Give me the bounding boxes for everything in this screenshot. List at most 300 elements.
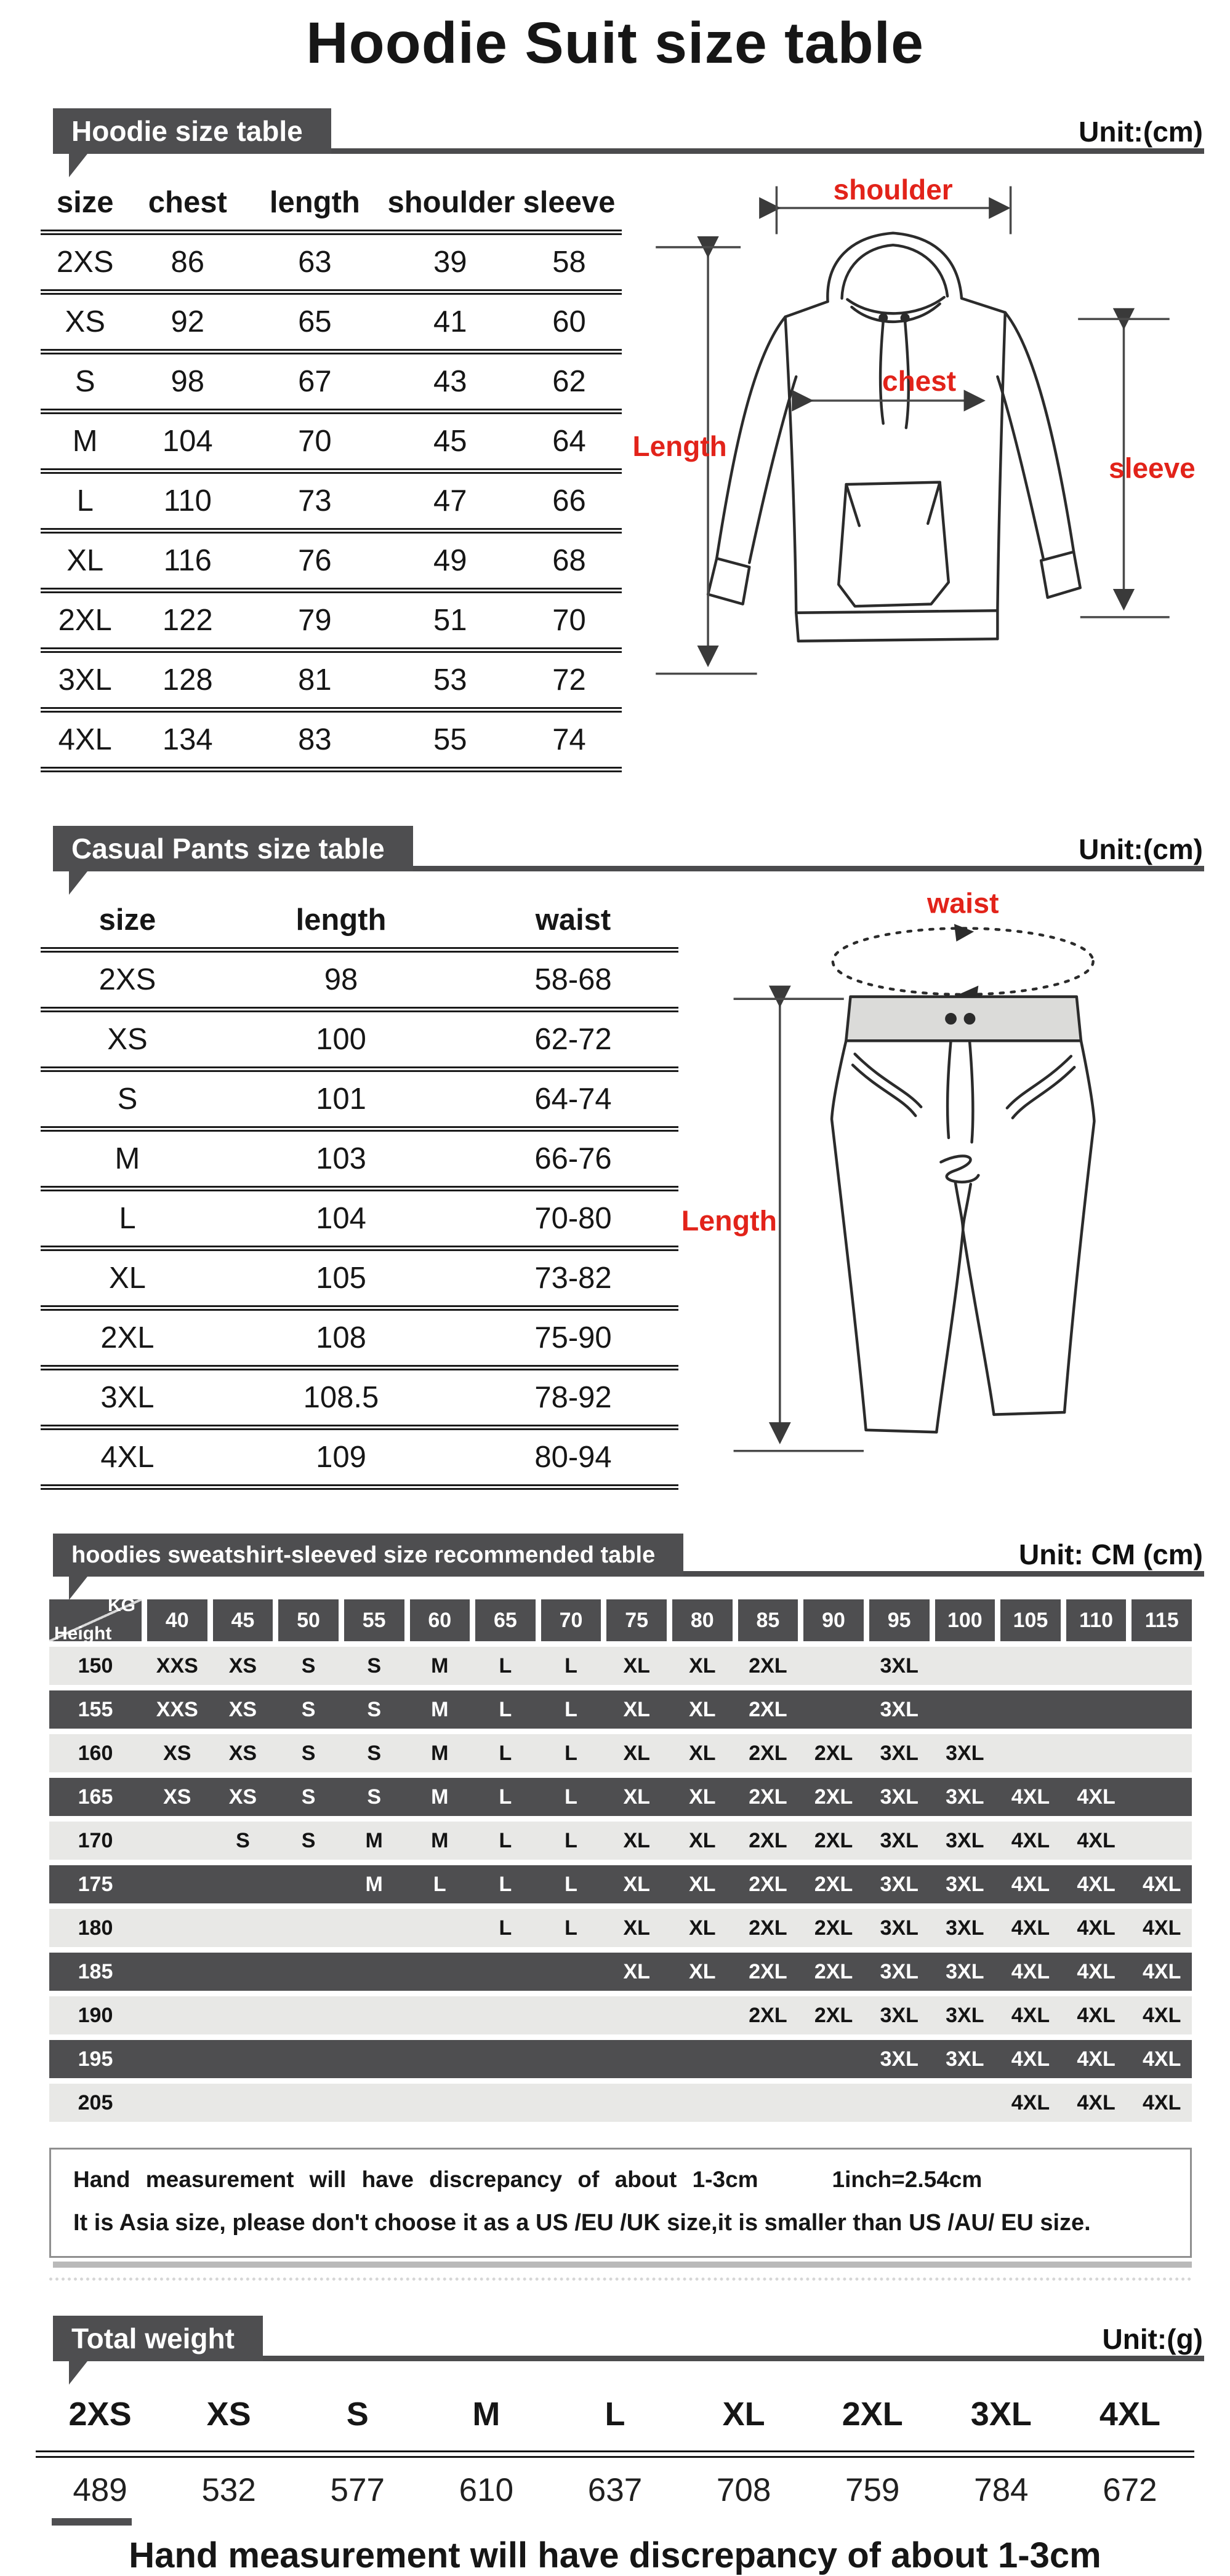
table-row — [41, 1308, 678, 1368]
size-cell — [344, 2084, 404, 2122]
size-cell — [213, 2040, 273, 2078]
size-cell: 3XL — [880, 2004, 918, 2027]
table-row — [41, 710, 622, 770]
table-cell: 2XS — [41, 950, 214, 1010]
size-cell: M — [431, 1785, 449, 1809]
note-line-1 — [73, 2167, 1168, 2193]
table-cell: 108 — [214, 1308, 468, 1368]
table-cell: 62-72 — [468, 1010, 678, 1070]
table-row — [41, 591, 622, 650]
note-discrepancy-text: Hand measurement will have discrepancy of about 1-3cm — [73, 2167, 758, 2192]
hoodie-outline-icon — [708, 233, 1080, 641]
table-cell: 101 — [214, 1070, 468, 1129]
size-cell: L — [565, 1742, 577, 1765]
kg-column-header: 85 — [738, 1599, 798, 1641]
weight-value: 784 — [974, 2472, 1029, 2508]
size-cell: S — [367, 1742, 382, 1765]
size-cell: XL — [623, 1785, 650, 1809]
size-cell — [147, 2040, 207, 2078]
size-cell: M — [431, 1654, 449, 1678]
matrix-row — [49, 2084, 1192, 2122]
size-cell: 4XL — [1011, 1916, 1050, 1940]
weight-values-row — [36, 2471, 1194, 2509]
size-cell: M — [365, 1829, 383, 1852]
size-cell: XL — [623, 1698, 650, 1721]
size-cell: XL — [623, 1916, 650, 1940]
size-cell: XL — [623, 1654, 650, 1678]
weight-size-label: XL — [722, 2396, 765, 2433]
column-header: waist — [468, 893, 678, 950]
table-cell: 51 — [384, 591, 517, 650]
size-cell — [606, 2084, 667, 2122]
table-cell: 116 — [129, 531, 246, 591]
size-cell: XL — [623, 1829, 650, 1852]
size-cell — [410, 1996, 470, 2034]
size-cell: 4XL — [1143, 2004, 1181, 2027]
matrix-row — [49, 1647, 1192, 1685]
size-recommend-table — [49, 1595, 1192, 2122]
size-cell: 4XL — [1143, 2091, 1181, 2114]
table-cell: 92 — [129, 292, 246, 352]
size-cell — [869, 2084, 930, 2122]
size-cell: 4XL — [1077, 1829, 1115, 1852]
table-row — [41, 233, 622, 292]
table-cell: 4XL — [41, 710, 129, 770]
kg-column-header: 60 — [410, 1599, 470, 1641]
table-cell: 2XL — [41, 1308, 214, 1368]
size-cell — [147, 1996, 207, 2034]
size-cell: XL — [689, 1829, 716, 1852]
weight-value: 532 — [201, 2472, 256, 2508]
table-cell: XS — [41, 1010, 214, 1070]
size-cell: 3XL — [880, 1873, 918, 1896]
size-cell: L — [499, 1654, 512, 1678]
size-cell — [1000, 1734, 1061, 1772]
size-cell — [410, 2084, 470, 2122]
size-cell — [344, 1953, 404, 1991]
size-cell: L — [499, 1698, 512, 1721]
size-cell: 2XL — [814, 1742, 853, 1765]
size-cell — [410, 1953, 470, 1991]
table-cell: 66 — [517, 471, 622, 531]
size-cell: 3XL — [946, 1785, 984, 1809]
size-cell — [935, 1690, 995, 1729]
size-cell: XL — [689, 1785, 716, 1809]
pants-diagram — [678, 887, 1208, 1466]
size-cell: S — [367, 1698, 382, 1721]
size-cell — [147, 2084, 207, 2122]
size-cell: 4XL — [1011, 2004, 1050, 2027]
size-cell: XL — [623, 1873, 650, 1896]
size-cell — [278, 1865, 339, 1903]
size-cell — [147, 1953, 207, 1991]
weight-unit-label: Unit:(g) — [1102, 2323, 1203, 2355]
table-row — [41, 1428, 678, 1487]
size-cell: 4XL — [1143, 2047, 1181, 2071]
size-cell: 4XL — [1011, 1873, 1050, 1896]
size-cell: S — [367, 1785, 382, 1809]
kg-column-header: 40 — [147, 1599, 207, 1641]
size-cell: 4XL — [1077, 1785, 1115, 1809]
size-cell: L — [565, 1873, 577, 1896]
size-cell — [606, 1996, 667, 2034]
pants-outline-icon — [832, 924, 1094, 1432]
height-cell: 150 — [78, 1654, 113, 1678]
size-cell: 4XL — [1143, 1916, 1181, 1940]
table-cell: XL — [41, 1249, 214, 1308]
size-cell: S — [301, 1829, 316, 1852]
size-cell: 2XL — [814, 1829, 853, 1852]
size-cell — [213, 1996, 273, 2034]
size-cell: 4XL — [1011, 2091, 1050, 2114]
size-cell: 2XL — [749, 1742, 787, 1765]
table-cell: 70 — [517, 591, 622, 650]
kg-column-header: 115 — [1132, 1599, 1192, 1641]
table-row — [41, 531, 622, 591]
height-cell: 175 — [78, 1873, 113, 1896]
kg-column-header: 100 — [935, 1599, 995, 1641]
weight-value: 610 — [459, 2472, 514, 2508]
size-cell — [410, 1909, 470, 1947]
size-cell: 2XL — [814, 2004, 853, 2027]
weight-value: 577 — [330, 2472, 385, 2508]
size-cell — [213, 2084, 273, 2122]
pants-unit-label: Unit:(cm) — [1079, 833, 1203, 865]
size-cell: 3XL — [880, 1698, 918, 1721]
size-cell — [541, 1996, 601, 2034]
size-cell: 3XL — [880, 1916, 918, 1940]
table-row — [41, 1010, 678, 1070]
size-cell: XXS — [156, 1654, 198, 1678]
size-cell: 2XL — [749, 1916, 787, 1940]
table-cell: 122 — [129, 591, 246, 650]
weight-size-label: 3XL — [970, 2396, 1032, 2433]
weight-size-label: L — [605, 2396, 625, 2433]
size-cell — [803, 1647, 864, 1685]
size-cell — [1066, 1690, 1127, 1729]
size-cell — [344, 2040, 404, 2078]
matrix-row — [49, 2040, 1192, 2078]
table-cell: 3XL — [41, 1368, 214, 1428]
hoodie-section-body — [41, 175, 1208, 772]
size-cell: XS — [163, 1742, 191, 1765]
size-cell: S — [301, 1654, 316, 1678]
table-cell: 70 — [246, 412, 384, 471]
sleeve-label: sleeve — [1109, 452, 1196, 484]
size-cell: 4XL — [1077, 2004, 1115, 2027]
table-header-row — [41, 175, 622, 233]
size-cell: M — [431, 1829, 449, 1852]
size-cell — [672, 2040, 733, 2078]
size-cell: 4XL — [1077, 1916, 1115, 1940]
size-cell: 4XL — [1011, 1960, 1050, 1983]
size-cell: XS — [228, 1742, 257, 1765]
table-cell: 60 — [517, 292, 622, 352]
recommend-section-header — [53, 1527, 1204, 1580]
size-cell: 3XL — [880, 1742, 918, 1765]
size-cell — [672, 1996, 733, 2034]
size-cell: 2XL — [749, 1960, 787, 1983]
table-cell: 73-82 — [468, 1249, 678, 1308]
weight-value: 759 — [845, 2472, 900, 2508]
table-cell: 100 — [214, 1010, 468, 1070]
size-cell — [147, 1822, 207, 1860]
table-row — [41, 1368, 678, 1428]
hoodie-section-header — [53, 104, 1204, 157]
table-cell: 70-80 — [468, 1189, 678, 1249]
weight-size-label: 2XS — [68, 2396, 132, 2433]
hoodie-section-tab: Hoodie size table — [53, 108, 331, 154]
column-header: shoulder — [384, 175, 517, 233]
size-cell — [278, 1996, 339, 2034]
size-cell: 2XL — [749, 1829, 787, 1852]
kg-column-header: 65 — [475, 1599, 536, 1641]
table-cell: 43 — [384, 352, 517, 412]
size-cell — [213, 1865, 273, 1903]
table-cell: 134 — [129, 710, 246, 770]
weight-size-label: XS — [206, 2396, 251, 2433]
matrix-row — [49, 1822, 1192, 1860]
table-cell: 62 — [517, 352, 622, 412]
size-cell: S — [301, 1742, 316, 1765]
weight-value: 637 — [587, 2472, 643, 2508]
length-label: Length — [632, 430, 727, 463]
size-cell — [278, 2040, 339, 2078]
pants-section-body — [41, 887, 1208, 1490]
kg-column-header: 90 — [803, 1599, 864, 1641]
table-cell: 58-68 — [468, 950, 678, 1010]
recommend-section-tab: hoodies sweatshirt-sleeved size recommended table — [53, 1534, 683, 1577]
table-cell: 83 — [246, 710, 384, 770]
size-cell: L — [499, 1916, 512, 1940]
weight-divider — [36, 2450, 1194, 2458]
size-cell: L — [565, 1654, 577, 1678]
size-cell: M — [365, 1873, 383, 1896]
size-cell — [1132, 1690, 1192, 1729]
table-cell: 45 — [384, 412, 517, 471]
size-cell: M — [431, 1742, 449, 1765]
table-cell: 49 — [384, 531, 517, 591]
table-row — [41, 1249, 678, 1308]
size-cell: 4XL — [1077, 2091, 1115, 2114]
weight-value: 489 — [73, 2472, 127, 2508]
size-cell — [147, 1909, 207, 1947]
corner-kg-label: KG — [108, 1595, 135, 1615]
size-cell: S — [367, 1654, 382, 1678]
size-cell — [672, 2084, 733, 2122]
size-cell: 2XL — [749, 1785, 787, 1809]
height-cell: 180 — [78, 1916, 113, 1940]
corner-height-label: Height — [54, 1623, 112, 1644]
matrix-row — [49, 1865, 1192, 1903]
size-cell: L — [499, 1829, 512, 1852]
table-cell: 98 — [214, 950, 468, 1010]
size-cell: 3XL — [880, 1654, 918, 1678]
table-cell: 65 — [246, 292, 384, 352]
size-cell — [935, 2084, 995, 2122]
matrix-corner-cell — [49, 1595, 142, 1644]
size-cell — [541, 2084, 601, 2122]
table-row — [41, 471, 622, 531]
column-header: sleeve — [517, 175, 622, 233]
table-cell: 98 — [129, 352, 246, 412]
table-row — [41, 352, 622, 412]
size-cell: L — [499, 1742, 512, 1765]
size-cell: L — [565, 1829, 577, 1852]
size-cell: S — [301, 1698, 316, 1721]
size-cell — [1132, 1778, 1192, 1816]
size-cell: XS — [228, 1785, 257, 1809]
size-cell: 2XL — [749, 1873, 787, 1896]
size-cell: 4XL — [1011, 1785, 1050, 1809]
table-header-row — [41, 893, 678, 950]
table-cell: 104 — [214, 1189, 468, 1249]
note-box — [49, 2148, 1192, 2258]
kg-column-header: 80 — [672, 1599, 733, 1641]
size-cell — [147, 1865, 207, 1903]
size-cell: L — [499, 1785, 512, 1809]
size-cell — [278, 1953, 339, 1991]
cropped-element-stub — [52, 2518, 132, 2526]
table-cell: 67 — [246, 352, 384, 412]
table-cell: 3XL — [41, 650, 129, 710]
column-header: size — [41, 893, 214, 950]
weight-sizes-row — [36, 2395, 1194, 2433]
height-cell: 165 — [78, 1785, 113, 1809]
size-cell: XS — [163, 1785, 191, 1809]
height-cell: 185 — [78, 1960, 113, 1983]
table-cell: 104 — [129, 412, 246, 471]
table-cell: 58 — [517, 233, 622, 292]
kg-column-header: 55 — [344, 1599, 404, 1641]
matrix-row — [49, 1996, 1192, 2034]
table-cell: L — [41, 1189, 214, 1249]
table-cell: S — [41, 352, 129, 412]
size-cell — [803, 2040, 864, 2078]
size-cell: 2XL — [749, 1654, 787, 1678]
column-header: length — [214, 893, 468, 950]
size-cell: S — [301, 1785, 316, 1809]
kg-column-header: 95 — [869, 1599, 930, 1641]
hoodie-diagram — [622, 175, 1208, 687]
size-cell — [1066, 1734, 1127, 1772]
size-cell — [475, 1953, 536, 1991]
size-cell: L — [433, 1873, 446, 1896]
size-cell — [606, 2040, 667, 2078]
table-cell: 110 — [129, 471, 246, 531]
table-cell: XL — [41, 531, 129, 591]
table-cell: M — [41, 1129, 214, 1189]
size-cell: 3XL — [946, 1916, 984, 1940]
size-cell: L — [565, 1785, 577, 1809]
weight-section-header — [53, 2311, 1204, 2364]
size-cell — [1000, 1690, 1061, 1729]
hoodie-sketch — [632, 175, 1198, 687]
size-cell — [410, 2040, 470, 2078]
matrix-row — [49, 1734, 1192, 1772]
matrix-header-row — [49, 1595, 1192, 1644]
size-cell: M — [431, 1698, 449, 1721]
weight-value: 672 — [1103, 2472, 1157, 2508]
table-cell: 109 — [214, 1428, 468, 1487]
table-cell: 64-74 — [468, 1070, 678, 1129]
size-cell: 3XL — [946, 1960, 984, 1983]
table-cell: 64 — [517, 412, 622, 471]
size-cell: 2XL — [814, 1916, 853, 1940]
table-cell: 63 — [246, 233, 384, 292]
weight-size-label: M — [472, 2396, 500, 2433]
size-cell — [213, 1953, 273, 1991]
size-cell — [1132, 1734, 1192, 1772]
table-cell: 76 — [246, 531, 384, 591]
height-cell: 205 — [78, 2091, 113, 2114]
size-cell: 3XL — [946, 1829, 984, 1852]
table-cell: 108.5 — [214, 1368, 468, 1428]
height-cell: 160 — [78, 1742, 113, 1765]
size-cell: 3XL — [880, 2047, 918, 2071]
pants-section-tab: Casual Pants size table — [53, 826, 413, 871]
kg-column-header: 50 — [278, 1599, 339, 1641]
pants-section-header — [53, 822, 1204, 874]
table-cell: 103 — [214, 1129, 468, 1189]
pants-size-table — [41, 893, 678, 1490]
size-cell: 4XL — [1077, 1873, 1115, 1896]
table-cell: 78-92 — [468, 1368, 678, 1428]
size-cell: XL — [689, 1960, 716, 1983]
height-cell: 190 — [78, 2004, 113, 2027]
size-cell — [344, 1909, 404, 1947]
size-cell — [278, 1909, 339, 1947]
size-cell — [541, 1953, 601, 1991]
size-cell: 3XL — [946, 1742, 984, 1765]
size-cell: XL — [689, 1742, 716, 1765]
size-chart-page — [0, 10, 1230, 2575]
size-cell: XL — [689, 1916, 716, 1940]
table-row — [41, 650, 622, 710]
dotted-divider — [49, 2278, 1192, 2281]
matrix-row — [49, 1909, 1192, 1947]
size-cell: XS — [228, 1698, 257, 1721]
size-cell — [1132, 1822, 1192, 1860]
kg-column-header: 110 — [1066, 1599, 1127, 1641]
size-cell: L — [565, 1698, 577, 1721]
size-cell: 3XL — [946, 2047, 984, 2071]
size-cell: 4XL — [1143, 1873, 1181, 1896]
size-cell — [541, 2040, 601, 2078]
size-cell — [935, 1647, 995, 1685]
size-cell — [803, 1690, 864, 1729]
weight-size-label: 2XL — [842, 2396, 903, 2433]
size-cell: 3XL — [880, 1785, 918, 1809]
size-cell — [1132, 1647, 1192, 1685]
size-cell: L — [565, 1916, 577, 1940]
column-header: chest — [129, 175, 246, 233]
size-cell: 4XL — [1077, 2047, 1115, 2071]
size-cell: 3XL — [946, 2004, 984, 2027]
size-cell — [475, 2084, 536, 2122]
note-inch-text: 1inch=2.54cm — [832, 2167, 983, 2192]
table-row — [41, 412, 622, 471]
page-title: Hoodie Suit size table — [306, 10, 924, 76]
waist-label: waist — [927, 887, 999, 919]
table-cell: 80-94 — [468, 1428, 678, 1487]
table-cell: 39 — [384, 233, 517, 292]
kg-column-header: 45 — [213, 1599, 273, 1641]
table-cell: 81 — [246, 650, 384, 710]
hoodie-size-table — [41, 175, 622, 772]
size-cell: 2XL — [749, 1698, 787, 1721]
shoulder-label: shoulder — [833, 173, 953, 206]
